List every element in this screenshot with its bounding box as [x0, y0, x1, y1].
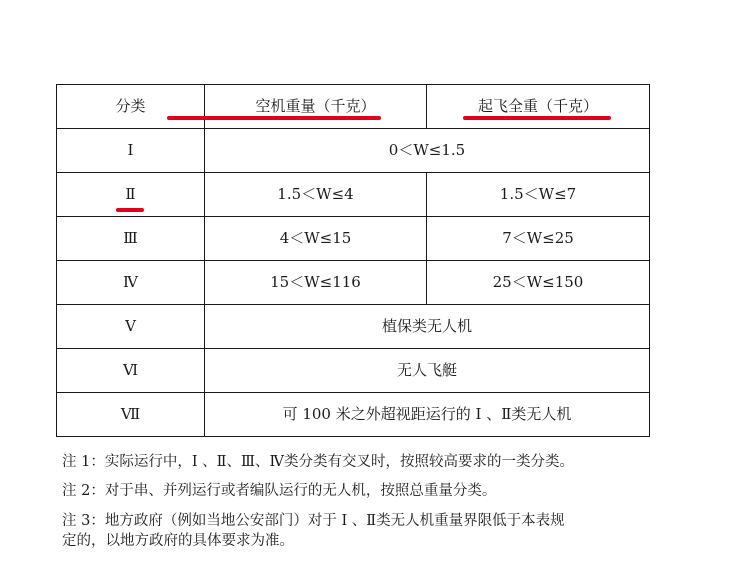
header-takeoff-weight: 起飞全重（千克）: [427, 85, 650, 129]
table-row: [57, 393, 650, 437]
table-row: [57, 173, 650, 217]
header-empty-weight: 空机重量（千克）: [205, 85, 427, 129]
takeoff-weight-cell: 7＜W≤25: [427, 217, 650, 261]
class-cell: Ⅶ: [57, 393, 205, 437]
class-cell: Ⅱ: [57, 173, 205, 217]
merged-type-cell: 可 100 米之外超视距运行的 Ⅰ 、Ⅱ类无人机: [205, 393, 650, 437]
takeoff-weight-highlight-underline: [463, 116, 611, 120]
note-3-line-2: 定的，以地方政府的具体要求为准。: [62, 532, 294, 549]
table-header-row: [57, 85, 650, 129]
uav-classification-table: [56, 84, 650, 437]
note-1: 注 1：实际运行中，Ⅰ 、Ⅱ、Ⅲ、Ⅳ类分类有交叉时，按照较高要求的一类分类。: [62, 454, 574, 470]
empty-weight-cell: 1.5＜W≤4: [205, 173, 427, 217]
class-cell: Ⅳ: [57, 261, 205, 305]
empty-weight-highlight-underline: [167, 116, 381, 120]
empty-weight-cell: 4＜W≤15: [205, 217, 427, 261]
note-3-line-1: 注 3：地方政府（例如当地公安部门）对于 Ⅰ 、Ⅱ类无人机重量界限低于本表规: [62, 512, 565, 529]
header-category: 分类: [57, 85, 205, 129]
table-row: [57, 261, 650, 305]
merged-type-cell: 无人飞艇: [205, 349, 650, 393]
empty-weight-cell: 15＜W≤116: [205, 261, 427, 305]
note-3: [62, 511, 662, 552]
takeoff-weight-cell: 1.5＜W≤7: [427, 173, 650, 217]
table-row: [57, 217, 650, 261]
table-notes: [62, 452, 662, 560]
class-cell: Ⅵ: [57, 349, 205, 393]
table-row: [57, 349, 650, 393]
merged-type-cell: 植保类无人机: [205, 305, 650, 349]
note-2: 注 2：对于串、并列运行或者编队运行的无人机，按照总重量分类。: [62, 483, 497, 500]
class-cell: Ⅴ: [57, 305, 205, 349]
class-cell: Ⅲ: [57, 217, 205, 261]
class-cell: Ⅰ: [57, 129, 205, 173]
class-two-highlight-underline: [116, 208, 144, 212]
takeoff-weight-cell: 25＜W≤150: [427, 261, 650, 305]
table-row: [57, 129, 650, 173]
merged-weight-cell: 0＜W≤1.5: [205, 129, 650, 173]
table-row: [57, 305, 650, 349]
